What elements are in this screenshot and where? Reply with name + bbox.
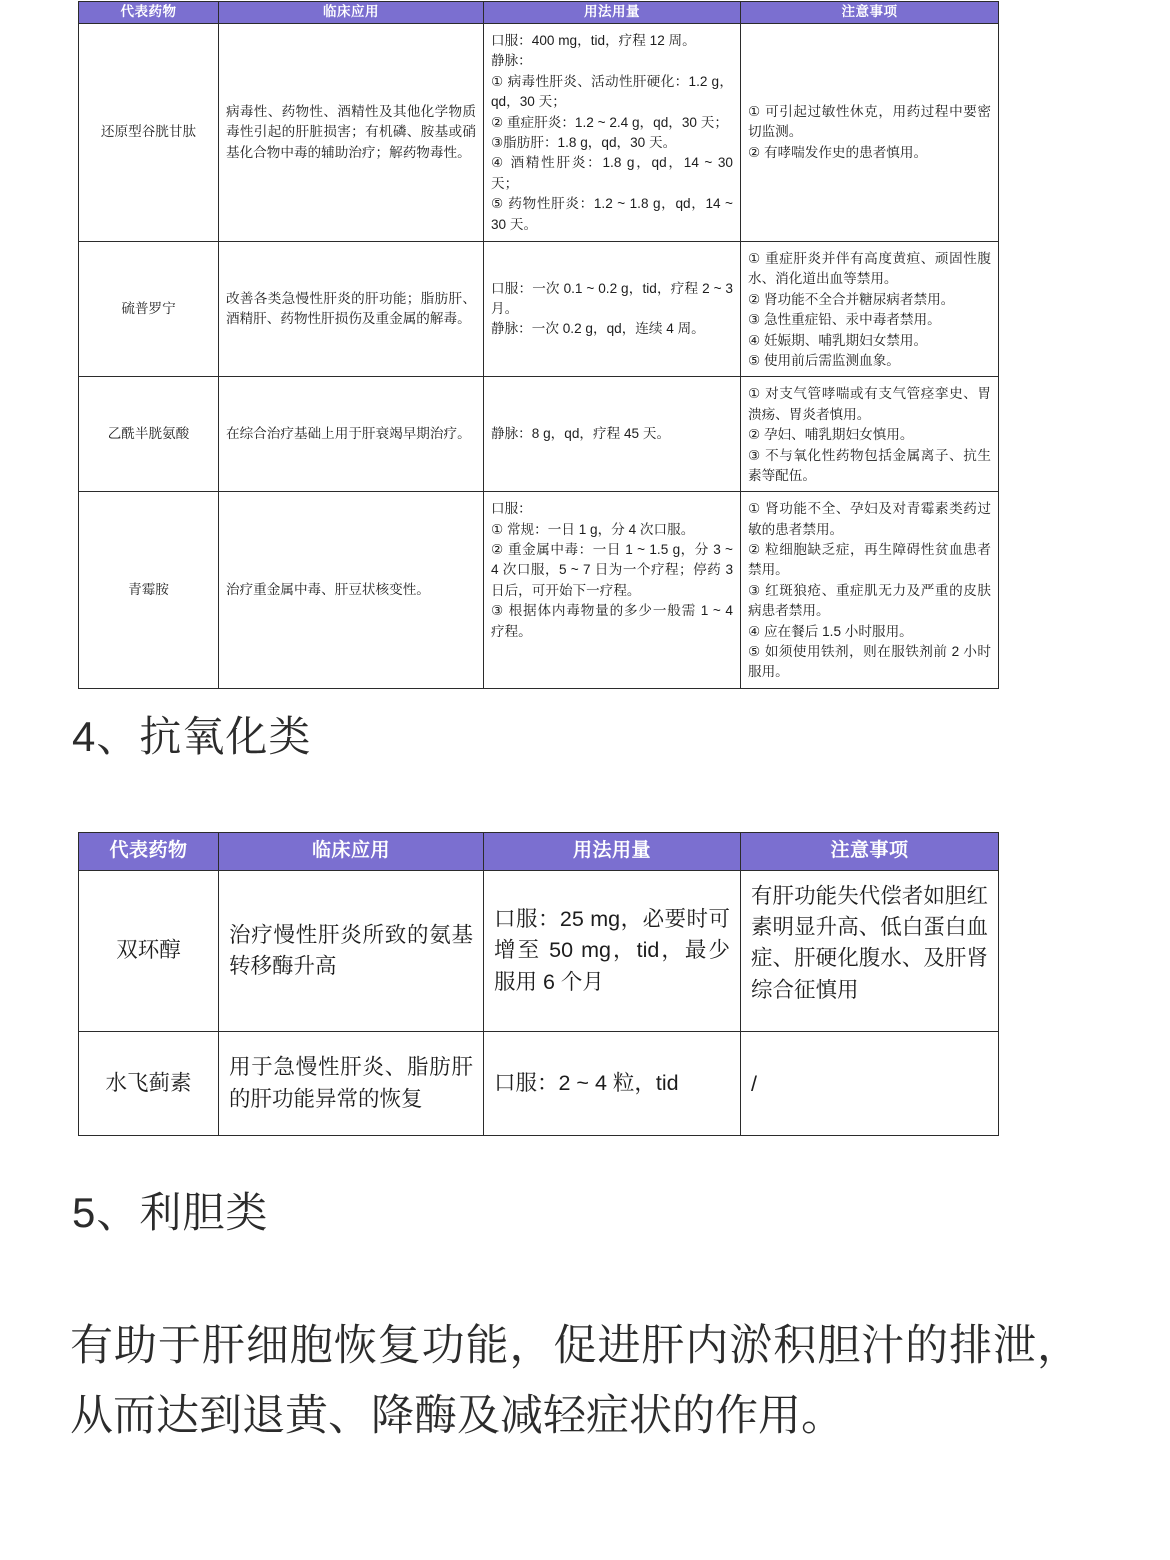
column-header-drug: 代表药物 <box>79 2 219 24</box>
table-header-row <box>79 833 999 871</box>
table-row <box>79 1032 999 1136</box>
cell-dosage: 口服：25 mg，必要时可增至 50 mg，tid，最少服用 6 个月 <box>484 871 741 1032</box>
cell-drug-name: 乙酰半胱氨酸 <box>79 377 219 492</box>
table-row <box>79 242 999 377</box>
table-row <box>79 24 999 242</box>
cell-dosage: 口服：2 ~ 4 粒，tid <box>484 1032 741 1136</box>
cell-dosage: 口服： ① 常规：一日 1 g，分 4 次口服。 ② 重金属中毒：一日 1 ~ 1.5 g，分 3 ~ 4 次口服，5 ~ 7 日为一个疗程；停药 3 日后，可开始下一疗程。 ③ 根据体内毒物量的多少一般需 1 ~ 4 疗程。 <box>484 492 741 689</box>
cell-notes: 有肝功能失代偿者如胆红素明显升高、低白蛋白血症、肝硬化腹水、及肝肾综合征慎用 <box>741 871 999 1032</box>
cell-drug-name: 水飞蓟素 <box>79 1032 219 1136</box>
cell-drug-name: 硫普罗宁 <box>79 242 219 377</box>
body-paragraph-choleretic: 有助于肝细胞恢复功能，促进肝内淤积胆汁的排泄，从而达到退黄、降酶及减轻症状的作用。 <box>70 1322 1080 1440</box>
cell-drug-name: 双环醇 <box>79 871 219 1032</box>
cell-clinical-use: 在综合治疗基础上用于肝衰竭早期治疗。 <box>219 377 484 492</box>
column-header-use: 临床应用 <box>219 833 484 871</box>
column-header-dosage: 用法用量 <box>484 833 741 871</box>
column-header-use: 临床应用 <box>219 2 484 24</box>
cell-notes: ① 对支气管哮喘或有支气管痉挛史、胃溃疡、胃炎者慎用。 ② 孕妇、哺乳期妇女慎用。 ③ 不与氧化性药物包括金属离子、抗生素等配伍。 <box>741 377 999 492</box>
section-heading-antioxidant: 4、抗氧化类 <box>72 713 312 760</box>
cell-clinical-use: 病毒性、药物性、酒精性及其他化学物质毒性引起的肝脏损害；有机磷、胺基或硝基化合物中毒的辅助治疗；解药物毒性。 <box>219 24 484 242</box>
column-header-drug: 代表药物 <box>79 833 219 871</box>
cell-notes: ① 肾功能不全、孕妇及对青霉素类药过敏的患者禁用。 ② 粒细胞缺乏症，再生障碍性贫血患者禁用。 ③ 红斑狼疮、重症肌无力及严重的皮肤病患者禁用。 ④ 应在餐后 1.5 小时服用。 ⑤ 如须使用铁剂，则在服铁剂前 2 小时服用。 <box>741 492 999 689</box>
table-row <box>79 871 999 1032</box>
table-row <box>79 377 999 492</box>
cell-clinical-use: 改善各类急慢性肝炎的肝功能；脂肪肝、酒精肝、药物性肝损伤及重金属的解毒。 <box>219 242 484 377</box>
table-header-row <box>79 2 999 24</box>
cell-dosage: 静脉：8 g，qd，疗程 45 天。 <box>484 377 741 492</box>
column-header-notes: 注意事项 <box>741 833 999 871</box>
cell-clinical-use: 治疗慢性肝炎所致的氨基转移酶升高 <box>219 871 484 1032</box>
cell-dosage: 口服：400 mg，tid，疗程 12 周。 静脉： ① 病毒性肝炎、活动性肝硬化：1.2 g，qd，30 天； ② 重症肝炎：1.2 ~ 2.4 g，qd，30 天； ③脂肪肝：1.8 g，qd，30 天。 ④ 酒精性肝炎：1.8 g，qd，14 ~ 30 天； ⑤ 药物性肝炎：1.2 ~ 1.8 g，qd，14 ~ 30 天。 <box>484 24 741 242</box>
cell-clinical-use: 用于急慢性肝炎、脂肪肝的肝功能异常的恢复 <box>219 1032 484 1136</box>
cell-clinical-use: 治疗重金属中毒、肝豆状核变性。 <box>219 492 484 689</box>
cell-drug-name: 还原型谷胱甘肽 <box>79 24 219 242</box>
drug-table-antioxidant <box>78 832 999 1136</box>
cell-notes: ① 重症肝炎并伴有高度黄疸、顽固性腹水、消化道出血等禁用。 ② 肾功能不全合并糖尿病者禁用。 ③ 急性重症铅、汞中毒者禁用。 ④ 妊娠期、哺乳期妇女禁用。 ⑤ 使用前后需监测血象。 <box>741 242 999 377</box>
drug-table-previous-section <box>78 1 999 689</box>
cell-dosage: 口服：一次 0.1 ~ 0.2 g，tid，疗程 2 ~ 3 月。 静脉：一次 0.2 g，qd，连续 4 周。 <box>484 242 741 377</box>
table-row <box>79 492 999 689</box>
cell-drug-name: 青霉胺 <box>79 492 219 689</box>
column-header-notes: 注意事项 <box>741 2 999 24</box>
column-header-dosage: 用法用量 <box>484 2 741 24</box>
cell-notes: / <box>741 1032 999 1136</box>
section-heading-choleretic: 5、利胆类 <box>72 1189 269 1236</box>
cell-notes: ① 可引起过敏性休克，用药过程中要密切监测。 ② 有哮喘发作史的患者慎用。 <box>741 24 999 242</box>
